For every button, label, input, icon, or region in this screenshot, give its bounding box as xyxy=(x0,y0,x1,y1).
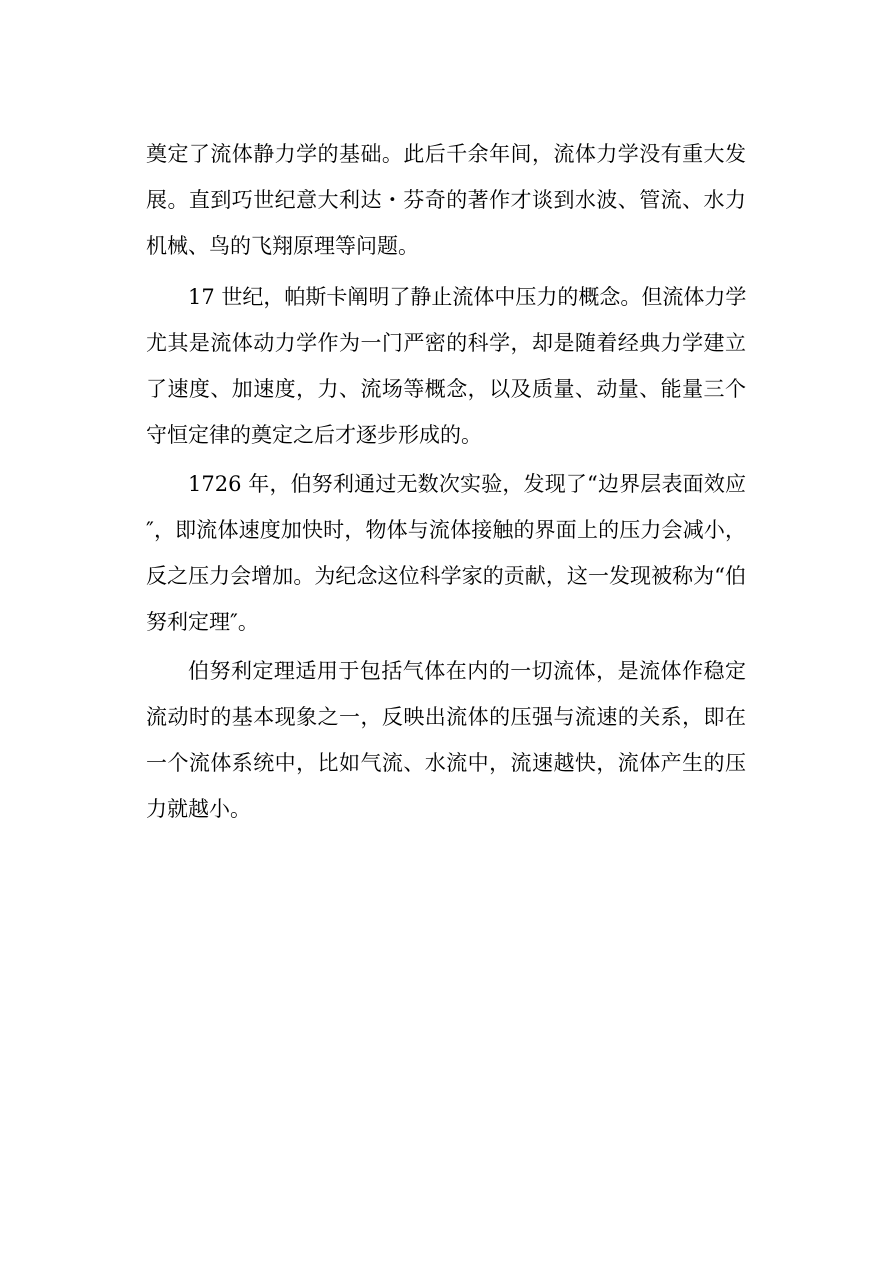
text-line: 力就越小。 xyxy=(146,797,251,821)
text-line: 1726 年，伯努利通过无数次实验，发现了“边界层表面效应 xyxy=(188,472,746,496)
text-line: 伯努利定理适用于包括气体在内的一切流体，是流体作稳定 xyxy=(188,659,746,683)
text-line: 努利定理″。 xyxy=(146,610,259,634)
text-line: 展。直到巧世纪意大利达・芬奇的著作才谈到水波、管流、水力 xyxy=(146,188,746,212)
text-line: 一个流体系统中，比如气流、水流中，流速越快，流体产生的压 xyxy=(146,751,746,775)
text-line: ″，即流体速度加快时，物体与流体接触的界面上的压力会减小， xyxy=(146,518,746,542)
text-line: 反之压力会增加。为纪念这位科学家的贡献，这一发现被称为“伯 xyxy=(146,564,746,588)
text-line: 守恒定律的奠定之后才逐步形成的。 xyxy=(146,423,482,447)
text-line: 流动时的基本现象之一，反映出流体的压强与流速的关系，即在 xyxy=(146,705,746,729)
text-line: 尤其是流体动力学作为一门严密的科学，却是随着经典力学建立 xyxy=(146,331,746,355)
text-line: 机械、鸟的飞翔原理等问题。 xyxy=(146,234,419,258)
text-line: 了速度、加速度，力、流场等概念，以及质量、动量、能量三个 xyxy=(146,377,746,401)
text-line: 17 世纪，帕斯卡阐明了静止流体中压力的概念。但流体力学 xyxy=(188,285,747,309)
text-line: 奠定了流体静力学的基础。此后千余年间，流体力学没有重大发 xyxy=(146,142,746,166)
